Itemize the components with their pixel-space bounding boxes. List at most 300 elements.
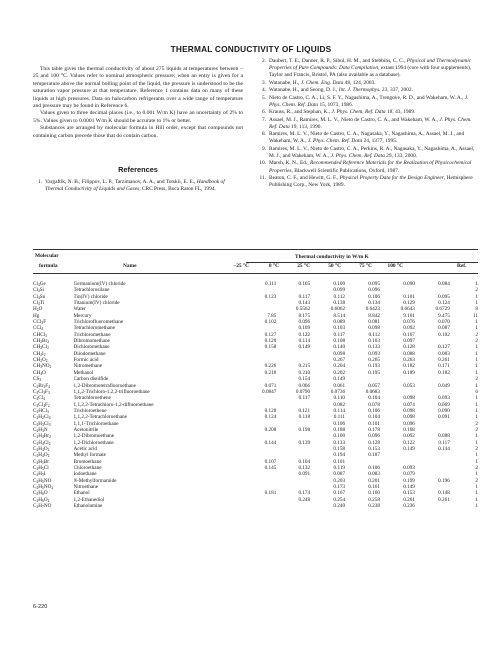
formula-cell: $C_2Cl_4F_2$: [33, 401, 50, 408]
ref-cell: 1: [475, 357, 478, 364]
value-cell: 0.112: [333, 293, 346, 300]
header-temp: 100 °C: [387, 263, 403, 269]
reference-number: 10.: [259, 160, 266, 167]
value-cell: 0.104: [368, 395, 380, 402]
header-temp: 0 °C: [268, 263, 279, 269]
intro-paragraph: Values given to three decimal places (i.e., to 0.001 W/m K) have an uncertainty of 2% to 5%. Values given to 0.0001 W/m K should be accurate to 1% or better.: [33, 110, 243, 124]
formula-cell: $C_2Br_2F_4$: [33, 382, 50, 389]
ref-cell: 1: [475, 458, 478, 465]
value-cell: 0.088: [403, 350, 415, 357]
formula-cell: $C_2H_5NO$: [33, 477, 52, 484]
value-cell: 0.132: [298, 464, 311, 471]
name-cell: Ethanolamine: [73, 503, 103, 510]
value-cell: 0.0790: [295, 388, 311, 395]
value-cell: 0.238: [368, 503, 380, 510]
formula-cell: $C_2HCl_3$: [33, 407, 49, 414]
value-cell: 0.198: [298, 426, 311, 433]
value-cell: 0.149: [403, 445, 415, 452]
formula-cell: CHCl$_3$: [33, 331, 47, 338]
name-cell: 1,2-Dibromoethane: [73, 433, 115, 440]
value-cell: 0.124: [264, 414, 277, 421]
value-cell: 7.85: [267, 312, 277, 319]
value-cell: 0.128: [403, 344, 415, 351]
ref-cell: 1: [475, 433, 478, 440]
value-cell: 0.117: [298, 395, 311, 402]
ref-cell: 1: [475, 344, 478, 351]
references-list-right: [257, 58, 475, 189]
header-temp: 25 °C: [297, 263, 310, 269]
value-cell: 0.119: [333, 464, 346, 471]
name-cell: Dichloromethane: [73, 344, 110, 351]
value-cell: 0.107: [264, 458, 277, 465]
formula-cell: $C_2H_6O_2$: [33, 496, 50, 503]
value-cell: 0.267: [333, 357, 346, 364]
value-cell: 0.129: [403, 300, 415, 307]
value-cell: 0.226: [264, 363, 277, 370]
name-cell: Tetrachlorosilane: [73, 287, 110, 294]
ref-cell: 2: [475, 331, 478, 338]
value-cell: 0.148: [438, 490, 450, 497]
value-cell: 0.203: [333, 477, 346, 484]
ref-cell: 1: [475, 452, 478, 459]
value-cell: 0.101: [403, 293, 415, 300]
value-cell: 0.178: [368, 426, 380, 433]
name-cell: Chloroethane: [73, 464, 102, 471]
reference-number: 2.: [261, 58, 266, 64]
formula-cell: $C_2H_4Cl_2$: [33, 439, 51, 446]
name-cell: 1,1,2,2-Tetrachloro-1,2-difluoroethane: [73, 401, 154, 408]
value-cell: 0.098: [403, 414, 415, 421]
value-cell: 0.261: [438, 357, 450, 364]
formula-cell: $CH_2I_2$: [33, 350, 46, 357]
formula-cell: $C_2H_4O_2$: [33, 452, 50, 459]
value-cell: 0.049: [438, 382, 450, 389]
ref-cell: 1: [475, 363, 478, 370]
formula-cell: $CH_2Cl_2$: [33, 344, 49, 351]
name-cell: Ethanol: [73, 490, 90, 497]
value-cell: 8.842: [368, 312, 380, 319]
value-cell: 0.091: [438, 414, 450, 421]
value-cell: 0.069: [438, 401, 450, 408]
value-cell: 0.096: [368, 287, 380, 294]
ref-cell: 1: [475, 350, 478, 357]
value-cell: 0.193: [368, 363, 380, 370]
value-cell: 0.195: [368, 369, 380, 376]
reference-text: Ramires, M. L. V., Nieto de Castro, C. A., Nagasaka, Y., Nagashima, A., Assael, M. J., and Wakeham, W. A., J. Phys. Chem. Ref. Data 24, 1377, 1995.: [269, 131, 465, 145]
value-cell: 0.102: [438, 331, 450, 338]
value-cell: 0.108: [333, 338, 346, 345]
formula-cell: CCl$_3$F: [33, 319, 47, 326]
value-cell: 0.093: [368, 350, 380, 357]
value-cell: 0.066: [298, 382, 311, 389]
value-cell: 0.121: [298, 407, 311, 414]
reference-number: 3.: [261, 79, 266, 86]
ref-cell: 1: [475, 407, 478, 414]
value-cell: 0.109: [298, 325, 311, 332]
name-cell: Nitroethane: [73, 484, 99, 490]
reference-number: 5.: [261, 94, 266, 101]
value-cell: 0.6729: [435, 306, 450, 313]
formula-cell: CCl$_4$: [33, 325, 44, 332]
reference-number: 8.: [261, 131, 266, 138]
reference-item: [257, 146, 475, 160]
value-cell: 0.117: [438, 439, 450, 446]
ref-cell: 1: [475, 382, 478, 389]
formula-cell: $C_2H_5Cl$: [33, 464, 49, 471]
value-cell: 0.106: [368, 464, 380, 471]
formula-cell: $Cl_4Ge$: [33, 281, 46, 287]
header-ref: Ref.: [457, 263, 467, 269]
ref-cell: 2: [475, 477, 478, 484]
ref-cell: 1: [475, 369, 478, 376]
ref-cell: 1: [475, 471, 478, 478]
value-cell: 0.097: [403, 338, 415, 345]
value-cell: 0.093: [438, 395, 450, 402]
ref-cell: 1: [475, 484, 478, 490]
header-units: Thermal conductivity in W/m K: [295, 254, 369, 260]
value-cell: 0.127: [264, 331, 277, 338]
left-column: [33, 66, 243, 194]
value-cell: 0.254: [333, 496, 346, 503]
value-cell: 0.171: [438, 363, 450, 370]
value-cell: 0.096: [298, 319, 311, 326]
value-cell: 0.061: [333, 382, 346, 389]
name-cell: Mercury: [73, 312, 92, 319]
formula-cell: $H_2O$: [33, 306, 43, 313]
value-cell: 0.144: [438, 445, 450, 452]
value-cell: 0.092: [403, 325, 415, 332]
value-cell: 0.261: [438, 496, 450, 503]
name-cell: 1,2-Dibromotetrafluoroethane: [73, 382, 136, 389]
value-cell: 0.210: [298, 369, 311, 376]
formula-cell: $CS_2$: [33, 376, 42, 383]
name-cell: 1,1,1-Trichloroethane: [73, 420, 119, 427]
formula-cell: $C_2H_5Br$: [33, 458, 50, 465]
ref-cell: 1: [475, 414, 478, 421]
table-top-rule: [33, 249, 478, 250]
value-cell: 0.133: [333, 439, 346, 446]
reference-number: 11.: [259, 175, 266, 182]
value-cell: 0.091: [298, 471, 311, 478]
value-cell: 0.138: [333, 300, 346, 307]
value-cell: 0.099: [333, 287, 346, 294]
name-cell: Acetic acid: [73, 445, 98, 452]
name-cell: Nitromethane: [73, 363, 103, 370]
reference-item: [257, 58, 475, 79]
value-cell: [415, 503, 450, 509]
value-cell: 0.100: [333, 433, 346, 440]
name-cell: 1,2-Dichloroethane: [73, 439, 114, 446]
table-row: [33, 503, 478, 509]
ref-cell: 1: [475, 496, 478, 503]
name-cell: Methanol: [73, 369, 94, 376]
formula-cell: $Cl_4Sn$: [33, 293, 46, 300]
value-cell: 0.140: [333, 344, 346, 351]
reference-number: 9.: [261, 145, 266, 152]
value-cell: 0.6423: [365, 306, 380, 313]
reference-item: [257, 109, 475, 116]
name-cell: Iodoethane: [73, 471, 97, 478]
value-cell: 0.161: [368, 484, 380, 490]
value-cell: 0.128: [368, 439, 380, 446]
value-cell: 0.110: [333, 395, 346, 402]
value-cell: 0.111: [333, 414, 346, 421]
name-cell: Tin(IV) chloride: [73, 293, 108, 300]
value-cell: 0.087: [333, 471, 346, 478]
name-cell: N-Methylformamide: [73, 477, 117, 484]
value-cell: 0.149: [403, 484, 415, 490]
name-cell: Acetonitrile: [73, 426, 99, 433]
ref-cell: 2: [475, 464, 478, 471]
value-cell: 8.175: [298, 312, 311, 319]
ref-cell: 2: [475, 376, 478, 383]
value-cell: 0.089: [333, 319, 346, 326]
reference-item: [33, 179, 243, 193]
header-temp: 50 °C: [328, 263, 341, 269]
reference-number: 4.: [261, 87, 266, 94]
value-cell: 0.074: [403, 401, 415, 408]
formula-cell: $CH_2Br_2$: [33, 338, 50, 345]
value-cell: 0.081: [368, 319, 380, 326]
formula-cell: $C_2Cl_3F_3$: [33, 388, 50, 395]
formula-cell: $CH_2O_2$: [33, 357, 48, 364]
name-cell: Water: [73, 306, 86, 313]
value-cell: 0.202: [333, 369, 346, 376]
value-cell: 0.181: [264, 490, 277, 497]
ref-cell: 1: [475, 439, 478, 446]
value-cell: 0.082: [333, 401, 346, 408]
reference-text: Daubert, T. E., Danner, R. P., Sibul, H. M., and Stebbins, C. C., Physical and Thermodynamic Properties of Pure Compounds: Data Compilation, extant 1994 (core with four supplements), Taylor and Francis, Bristol, PA (also available as a database).: [269, 58, 472, 79]
value-cell: 0.5562: [295, 306, 311, 313]
formula-cell: $C_2H_3N$: [33, 426, 48, 433]
value-cell: 0.098: [403, 407, 415, 414]
formula-cell: $Cl_4Ti$: [33, 300, 45, 307]
value-cell: 0.118: [298, 414, 311, 421]
value-cell: 0.182: [403, 363, 415, 370]
value-cell: 0.240: [333, 503, 346, 510]
ref-cell: 8: [475, 306, 478, 313]
reference-item: [257, 80, 475, 87]
reference-number: 1.: [37, 179, 42, 186]
value-cell: 0.158: [333, 445, 346, 452]
name-cell: Tetrachloromethane: [73, 325, 115, 332]
ref-cell: 1: [475, 395, 478, 402]
value-cell: 0.139: [298, 439, 311, 446]
formula-cell: $C_2H_7NO$: [33, 503, 52, 510]
value-cell: 0.083: [438, 350, 450, 357]
reference-text: Watanabe, H., and Seong, D. J., Int. J. Thermophys. 23, 337, 2002.: [269, 87, 413, 94]
ref-cell: 2: [475, 445, 478, 452]
header-temp: 75 °C: [359, 263, 372, 269]
value-cell: 0.258: [368, 496, 380, 503]
ref-cell: 2: [475, 420, 478, 427]
value-cell: 0.153: [403, 490, 415, 497]
formula-cell: $C_2H_5NO_2$: [33, 484, 54, 490]
value-cell: 0.154: [298, 376, 311, 383]
value-cell: 0.096: [368, 433, 380, 440]
formula-cell: $CH_4O$: [33, 369, 46, 376]
name-cell: Carbon disulfide: [73, 376, 109, 383]
value-cell: 9.475: [438, 312, 450, 319]
value-cell: 0.095: [438, 293, 450, 300]
intro-text: [33, 66, 243, 140]
value-cell: 0.087: [438, 325, 450, 332]
formula-cell: $Cl_4Si$: [33, 287, 45, 294]
intro-paragraph: Substances are arranged by molecular formula in Hill order, except that compounds not containing carbon precede those that do contain carbon.: [33, 125, 243, 139]
value-cell: 0.201: [368, 477, 380, 484]
reference-item: [257, 117, 475, 131]
value-cell: 0.199: [403, 477, 415, 484]
value-cell: 0.114: [333, 407, 346, 414]
value-cell: 0.167: [333, 490, 346, 497]
value-cell: 0.098: [403, 395, 415, 402]
value-cell: 0.143: [298, 300, 311, 307]
value-cell: 0.098: [333, 350, 346, 357]
reference-text: Ramires, M. L. V., Nieto de Castro, C. A., Perkins, R. A., Nagasaka, Y., Nagashima, A., Assael, M. J., and Wakeham, W. A., J. Phys. Chem. Ref. Data 29, 133, 2000.: [269, 145, 475, 159]
value-cell: 0.092: [403, 433, 415, 440]
name-cell: Formic acid: [73, 357, 99, 364]
reference-number: 7.: [261, 116, 266, 123]
value-cell: 0.106: [333, 420, 346, 427]
name-cell: Trichlorofluoromethane: [73, 319, 124, 326]
ref-cell: 2: [475, 338, 478, 345]
value-cell: 0.122: [298, 331, 311, 338]
value-cell: 0.149: [298, 344, 311, 351]
value-cell: 0.134: [368, 300, 380, 307]
name-cell: 1,1,2,2-Tetrachloroethane: [73, 414, 127, 421]
name-cell: Methyl formate: [73, 452, 106, 459]
value-cell: 0.107: [403, 331, 415, 338]
value-cell: 0.248: [298, 496, 311, 503]
value-cell: 0.6062: [330, 306, 346, 313]
value-cell: 0.144: [264, 439, 277, 446]
value-cell: 0.100: [333, 281, 346, 287]
value-cell: 0.090: [403, 281, 415, 287]
reference-item: [257, 87, 475, 94]
name-cell: Titanium(IV) chloride: [73, 300, 120, 307]
value-cell: 0.088: [438, 433, 450, 440]
value-cell: 0.070: [438, 319, 450, 326]
reference-text: Marsh, K. N., Ed., Recommended Reference Materials for the Realization of Physicochemical Properties, Blackwell Scientific Publications, Oxford, 1987.: [269, 160, 472, 174]
value-cell: 0.174: [298, 490, 311, 497]
value-cell: 0.106: [368, 407, 380, 414]
name-cell: Tetrachloroethene: [73, 395, 111, 402]
value-cell: 0.261: [403, 496, 415, 503]
name-cell: 1,2-Ethanediol: [73, 496, 105, 503]
value-cell: 0.071: [264, 382, 277, 389]
value-cell: 0.114: [298, 338, 311, 345]
ref-cell: 1: [475, 293, 478, 300]
formula-cell: $C_2H_3Cl_3$: [33, 420, 51, 427]
value-cell: 0.057: [368, 382, 380, 389]
formula-cell: $C_2Cl_4$: [33, 395, 45, 402]
value-cell: 0.218: [264, 369, 277, 376]
reference-item: [257, 160, 475, 174]
value-cell: 0.101: [368, 420, 380, 427]
value-cell: 0.208: [264, 426, 277, 433]
value-cell: 0.173: [333, 484, 346, 490]
reference-item: [257, 131, 475, 145]
value-cell: 0.076: [403, 319, 415, 326]
value-cell: 0.053: [403, 382, 415, 389]
value-cell: 0.189: [403, 369, 415, 376]
value-cell: 0.153: [368, 445, 380, 452]
reference-text: Nieto de Castro, C. A., Li, S. F. Y., Nagashima, A., Trengove, R. D., and Wakeham, W. A., J. Phys. Chem. Ref. Data 15, 1073, 1986.: [269, 94, 469, 108]
value-cell: 0.127: [438, 344, 450, 351]
reference-text: Watanabe, H., J. Chem. Eng. Data 48, 124, 2003.: [269, 79, 376, 86]
value-cell: 0.104: [298, 458, 311, 465]
intro-paragraph: This table gives the thermal conductivity of about 275 liquids at temperatures between –25 and 100 °C. Values refer to nominal atmospheric pressure; when an entry is given for a temperature above the normal boiling point of the liquid, the pressure is understood to be the saturation vapor pressure at that temperature. Reference 1 contains data on many of these liquids at high pressures. Data on halocarbon refrigerants over a wide range of temperature and pressure may be found in Reference 6.: [33, 66, 243, 110]
value-cell: 0.168: [403, 426, 415, 433]
value-cell: 0.106: [368, 293, 380, 300]
ref-cell: 1: [475, 281, 478, 287]
value-cell: 0.111: [265, 281, 277, 287]
header-molecular: Molecular: [35, 253, 59, 259]
value-cell: 0.0847: [262, 388, 277, 395]
header-formula: formula: [39, 263, 58, 269]
header-name: Name: [123, 263, 137, 269]
value-cell: 0.158: [264, 344, 277, 351]
formula-cell: $C_2H_5I$: [33, 471, 46, 478]
value-cell: 0.083: [368, 471, 380, 478]
value-cell: 0.215: [298, 363, 311, 370]
formula-cell: $C_2H_4O_2$: [33, 445, 50, 452]
value-cell: 0.265: [368, 357, 380, 364]
name-cell: Germanium(IV) chloride: [73, 281, 126, 287]
value-cell: 0.123: [264, 293, 277, 300]
ref-cell: 1: [475, 325, 478, 332]
page-title: THERMAL CONDUCTIVITY OF LIQUIDS: [170, 44, 332, 54]
formula-cell: $C_2H_2Cl_4$: [33, 414, 51, 421]
value-cell: 0.105: [298, 281, 311, 287]
value-cell: 0.263: [403, 357, 415, 364]
value-cell: 0.093: [403, 464, 415, 471]
value-cell: 0.120: [264, 338, 277, 345]
value-cell: 0.090: [438, 407, 450, 414]
value-cell: 0.128: [264, 407, 277, 414]
value-cell: 0.124: [438, 300, 450, 307]
value-cell: 0.236: [403, 503, 415, 510]
formula-cell: $C_2H_6O$: [33, 490, 48, 497]
page-number: 6-220: [33, 604, 48, 610]
ref-cell: 11: [473, 312, 478, 319]
ref-cell: 1: [475, 300, 478, 307]
value-cell: 0.079: [403, 471, 415, 478]
value-cell: 9.161: [403, 312, 415, 319]
value-cell: 0.194: [333, 452, 346, 459]
value-cell: 0.117: [333, 331, 346, 338]
name-cell: Trichloromethane: [73, 331, 111, 338]
value-cell: 0.078: [368, 401, 380, 408]
formula-cell: $CH_3NO_2$: [33, 363, 52, 370]
right-column: [257, 58, 475, 190]
header-temp: –25 °C: [233, 263, 249, 269]
value-cell: 0.103: [368, 338, 380, 345]
references-list-left: [33, 179, 243, 193]
value-cell: 0.188: [333, 426, 346, 433]
reference-text: Assael, M. J., Ramires, M. L. V., Nieto de Castro, C. A., and Wakeham, W. A., J. Phys. Chem. Ref. Data 19, 113, 1990.: [269, 116, 472, 130]
value-cell: 0.0736: [330, 388, 346, 395]
reference-number: 6.: [261, 109, 266, 116]
name-cell: Diiodomethane: [73, 350, 106, 357]
reference-text: Krauss, R., and Stephan, K., J. Phys. Chem. Ref. Data 18, 43, 1989.: [269, 109, 416, 116]
value-cell: 0.182: [438, 369, 450, 376]
value-cell: 0.122: [403, 439, 415, 446]
reference-text: Beaton, C. F., and Hewitt, G. F., Physical Property Data for the Design Engineer, Hemisphere Publishing Corp., New York, 1989.: [269, 175, 473, 189]
value-cell: [276, 503, 310, 509]
ref-cell: 2: [475, 426, 478, 433]
header-bottom-rule: [33, 273, 478, 274]
